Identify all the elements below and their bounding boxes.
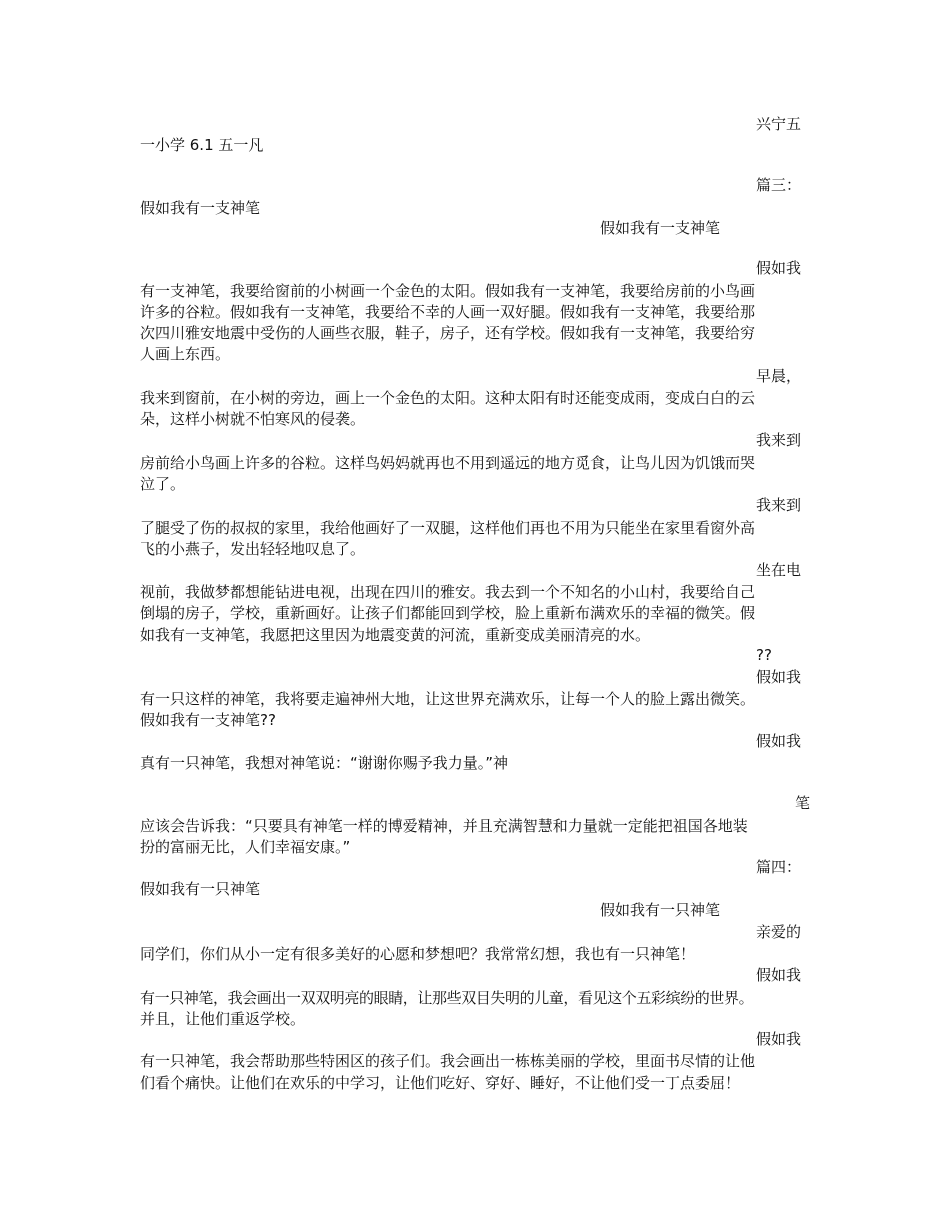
essay-title: 假如我有一支神笔: [600, 219, 721, 237]
paragraph-line: 房前给小鸟画上许多的谷粒。这样鸟妈妈就再也不用到遥远的地方觅食，让鸟儿因为饥饿而哭: [140, 454, 756, 472]
section-title-line: 假如我有一只神笔: [140, 880, 261, 898]
paragraph-line: 我来到窗前，在小树的旁边，画上一个金色的太阳。这种太阳有时还能变成雨，变成白白的云: [140, 389, 756, 407]
paragraph-line: 假如我: [756, 259, 802, 277]
paragraph-line: 了腿受了伤的叔叔的家里，我给他画好了一双腿，这样他们再也不用为只能坐在家里看窗外高: [140, 519, 756, 537]
paragraph-line: 有一只神笔，我会画出一双双明亮的眼睛，让那些双目失明的儿童，看见这个五彩缤纷的世界。: [140, 989, 754, 1007]
paragraph-line: 们看个痛快。让他们在欢乐的中学习，让他们吃好、穿好、睡好，不让他们受一丁点委屈！: [140, 1074, 741, 1092]
paragraph-line: 假如我: [756, 668, 802, 686]
paragraph-line: 泣了。: [140, 475, 186, 493]
paragraph-line: 人画上东西。: [140, 345, 231, 363]
paragraph-line: 我来到: [756, 496, 802, 514]
header-line: 兴宁五: [756, 115, 802, 133]
paragraph-line: 我来到: [756, 431, 802, 449]
paragraph-line: 有一只这样的神笔，我将要走遍神州大地，让这世界充满欢乐，让每一个人的脸上露出微笑。: [140, 690, 756, 708]
paragraph-line: 飞的小燕子，发出轻轻地叹息了。: [140, 540, 366, 558]
paragraph-line: 许多的谷粒。假如我有一支神笔，我要给不幸的人画一双好腿。假如我有一支神笔，我要给那: [140, 303, 756, 321]
paragraph-line: 倒塌的房子，学校，重新画好。让孩子们都能回到学校，脸上重新布满欢乐的幸福的微笑。假: [140, 604, 756, 622]
header-line: 一小学 6.1 五一凡: [140, 136, 264, 154]
paragraph-line: 如我有一支神笔，我愿把这里因为地震变黄的河流，重新变成美丽清亮的水。: [140, 626, 651, 644]
paragraph-line: 同学们，你们从小一定有很多美好的心愿和梦想吧？我常常幻想，我也有一只神笔！: [140, 945, 696, 963]
paragraph-line: 假如我: [756, 732, 802, 750]
paragraph-line: 真有一只神笔，我想对神笔说：“谢谢你赐予我力量。”神: [140, 754, 509, 772]
paragraph-line: 假如我有一支神笔??: [140, 711, 276, 729]
paragraph-line: 视前，我做梦都想能钻进电视，出现在四川的雅安。我去到一个不知名的小山村，我要给自己: [140, 583, 756, 601]
paragraph-line: 假如我: [756, 1030, 802, 1048]
paragraph-line: 早晨，: [756, 367, 802, 385]
essay-title: 假如我有一只神笔: [600, 901, 721, 919]
paragraph-line: 有一只神笔，我会帮助那些特困区的孩子们。我会画出一栋栋美丽的学校，里面书尽情的让他: [140, 1052, 756, 1070]
paragraph-line: 笔: [795, 794, 811, 812]
paragraph-line: 扮的富丽无比，人们幸福安康。”: [140, 838, 351, 856]
paragraph-line: 应该会告诉我：“只要具有神笔一样的博爱精神，并且充满智慧和力量就一定能把祖国各地装: [140, 817, 748, 835]
paragraph-line: 亲爱的: [756, 923, 802, 941]
paragraph-line: 朵，这样小树就不怕寒风的侵袭。: [140, 410, 366, 428]
section-label: 篇四：: [756, 858, 802, 876]
section-title-line: 假如我有一支神笔: [140, 199, 261, 217]
paragraph-line: 次四川雅安地震中受伤的人画些衣服，鞋子，房子，还有学校。假如我有一支神笔，我要给穷: [140, 324, 756, 342]
paragraph-line: ??: [756, 646, 772, 664]
section-label: 篇三：: [756, 176, 802, 194]
paragraph-line: 并且，让他们重返学校。: [140, 1010, 306, 1028]
paragraph-line: 有一支神笔，我要给窗前的小树画一个金色的太阳。假如我有一支神笔，我要给房前的小鸟画: [140, 282, 756, 300]
paragraph-line: 坐在电: [756, 561, 802, 579]
paragraph-line: 假如我: [756, 966, 802, 984]
